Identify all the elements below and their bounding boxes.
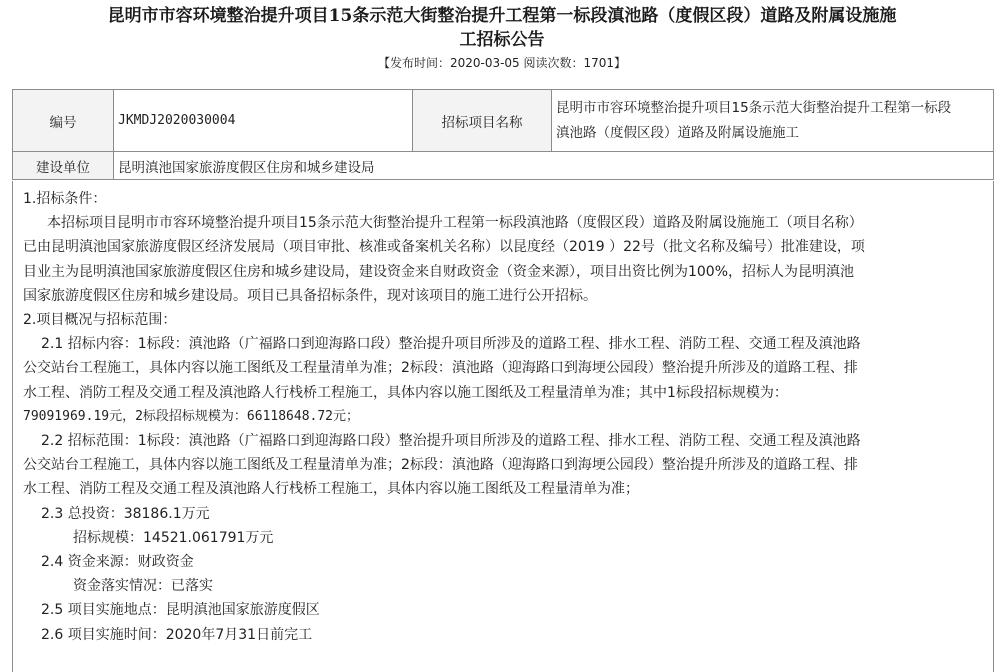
section-2-3-bid-scale: 招标规模：14521.061791万元	[73, 529, 274, 546]
section-2-4-fund-source: 2.4 资金来源：财政资金	[41, 554, 194, 571]
publish-meta: 【发布时间：2020-03-05 阅读次数：1701】	[377, 56, 627, 70]
project-name-line-1: 昆明市市容环境整治提升项目15条示范大街整治提升工程第一标段	[556, 99, 952, 116]
section-2-1-line-1: 2.1 招标内容：1标段：滇池路（广福路口到迎海路口段）整治提升项目所涉及的道路工程、排水工程、消防工程、交通工程及滇池路	[41, 336, 861, 353]
section-2-2-line-3: 水工程、消防工程及交通工程及滇池路人行栈桥工程施工，具体内容以施工图纸及工程量清单为准；	[23, 481, 639, 498]
table-row	[13, 152, 994, 180]
section-1-heading: 1.招标条件：	[23, 191, 107, 207]
section-2-1-line-4: 79091969.19元，2标段招标规模为：66118648.72元；	[23, 408, 360, 424]
notice-title	[0, 4, 1004, 52]
section-1-line-4: 国家旅游度假区住房和城乡建设局。项目已具备招标条件，现对该项目的施工进行公开招标。	[23, 287, 597, 304]
section-1-line-1: 本招标项目昆明市市容环境整治提升项目15条示范大街整治提升工程第一标段滇池路（度假区段）道路及附属设施施工（项目名称）	[47, 215, 863, 232]
section-2-5-location: 2.5 项目实施地点：昆明滇池国家旅游度假区	[41, 602, 320, 619]
table-row	[13, 90, 994, 152]
section-2-2-line-1: 2.2 招标范围：1标段：滇池路（广福路口到迎海路口段）整治提升项目所涉及的道路工程、排水工程、消防工程、交通工程及滇池路	[41, 433, 861, 450]
section-2-1-line-3: 水工程、消防工程及交通工程及滇池路人行栈桥工程施工，具体内容以施工图纸及工程量清单为准；其中1标段招标规模为：	[23, 384, 788, 401]
code-value: JKMDJ2020030004	[114, 90, 413, 152]
notice-title-line-1: 昆明市市容环境整治提升项目15条示范大街整治提升工程第一标段滇池路（度假区段）道路及附属设施施	[107, 6, 897, 26]
notice-content	[12, 181, 994, 672]
notice-title-line-2: 工招标公告	[459, 30, 545, 50]
section-2-heading: 2.项目概况与招标范围：	[23, 312, 177, 329]
section-2-1-line-2: 公交站台工程施工，具体内容以施工图纸及工程量清单为准；2标段：滇池路（迎海路口到海埂公园段）整治提升所涉及的道路工程、排	[23, 360, 858, 377]
section-2-2-line-2: 公交站台工程施工，具体内容以施工图纸及工程量清单为准；2标段：滇池路（迎海路口到海埂公园段）整治提升所涉及的道路工程、排	[23, 457, 858, 474]
construction-unit-label: 建设单位	[13, 152, 114, 180]
construction-unit-value: 昆明滇池国家旅游度假区住房和城乡建设局	[114, 152, 994, 180]
section-2-6-schedule: 2.6 项目实施时间：2020年7月31日前完工	[41, 626, 313, 643]
code-label: 编号	[13, 90, 114, 152]
section-2-3-total-investment: 2.3 总投资：38186.1万元	[41, 505, 210, 522]
section-1-line-2: 已由昆明滇池国家旅游度假区经济发展局（项目审批、核准或备案机关名称）以昆度经（2019 ）22号（批文名称及编号）批准建设，项	[23, 239, 865, 256]
project-name-value	[552, 90, 994, 152]
project-name-line-2: 滇池路（度假区段）道路及附属设施施工	[556, 124, 799, 141]
project-info-table	[12, 89, 994, 180]
project-name-label: 招标项目名称	[413, 90, 552, 152]
section-1-line-3: 目业主为昆明滇池国家旅游度假区住房和城乡建设局，建设资金来自财政资金（资金来源），项目出资比例为100%，招标人为昆明滇池	[23, 263, 855, 280]
section-2-4-fund-status: 资金落实情况：已落实	[73, 578, 213, 595]
